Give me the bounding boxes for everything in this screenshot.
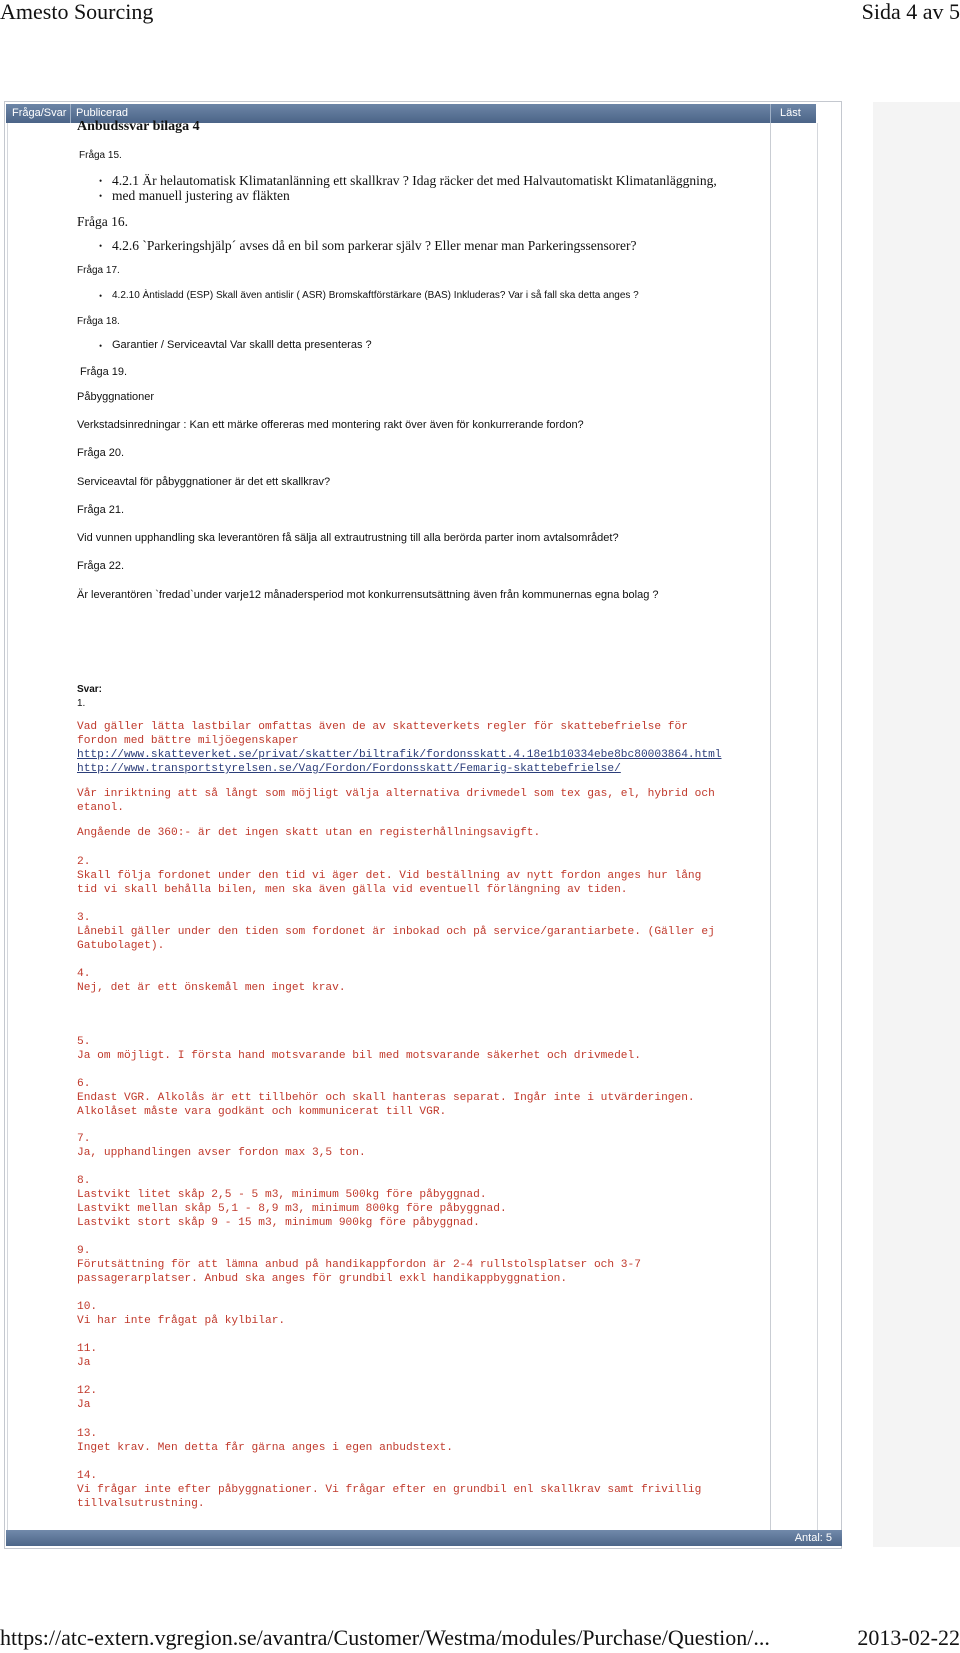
answer-text: Ja, upphandlingen avser fordon max 3,5 ton. xyxy=(77,1147,366,1159)
question-label: Fråga 21. xyxy=(77,504,125,516)
question-text: Serviceavtal för påbyggnationer är det ett skallkrav? xyxy=(77,476,331,488)
answer-text: Inget krav. Men detta får gärna anges i egen anbudstext. xyxy=(77,1442,453,1454)
answer-number: 14. xyxy=(77,1470,98,1482)
question-label: Fråga 22. xyxy=(77,560,125,572)
answer-text: Vår inriktning att så långt som möjligt välja alternativa drivmedel som tex gas, el, hybrid och xyxy=(77,788,715,800)
question-text: 4.2.6 `Parkeringshjälp´ avses då en bil som parkerar själv ? Eller menar man Parkeringssensorer? xyxy=(112,238,637,253)
question-text: 4.2.1 Är helautomatisk Klimatanlänning ett skallkrav ? Idag räcker det med Halvautomatiskt Klimatanläggning, xyxy=(112,173,717,188)
side-panel xyxy=(873,102,960,1547)
question-heading: Påbyggnationer xyxy=(77,391,155,403)
column-header-read[interactable]: Läst xyxy=(780,107,801,119)
answer-text: tillvalsutrustning. xyxy=(77,1498,205,1510)
answer-text: fordon med bättre miljöegenskaper xyxy=(77,735,299,747)
answer-text: Ja xyxy=(77,1357,91,1369)
print-footer xyxy=(0,1625,960,1653)
table-footer-bar xyxy=(6,1530,842,1546)
answer-number: 5. xyxy=(77,1036,91,1048)
answer-number: 12. xyxy=(77,1385,98,1397)
answer-text: Angående de 360:- är det ingen skatt utan en registerhållningsavigft. xyxy=(77,827,541,839)
answer-number: 7. xyxy=(77,1133,91,1145)
answer-text: Skall följa fordonet under den tid vi äger det. Vid beställning av nytt fordon anges hur lång xyxy=(77,870,702,882)
result-count: Antal: 5 xyxy=(794,1532,832,1544)
answer-number: 3. xyxy=(77,912,91,924)
answer-number: 4. xyxy=(77,968,91,980)
answer-text: Lastvikt litet skåp 2,5 - 5 m3, minimum 500kg före påbyggnad. xyxy=(77,1189,487,1201)
print-header-title: Amesto Sourcing xyxy=(0,0,154,24)
answer-text: Ja om möjligt. I första hand motsvarande bil med motsvarande säkerhet och drivmedel. xyxy=(77,1050,641,1062)
column-divider xyxy=(770,123,771,1530)
question-text: Är leverantören `fredad`under varje12 månadersperiod mot konkurrensutsättning även från kommunernas egna bolag ? xyxy=(77,589,659,601)
answer-text: passagerarplatser. Anbud ska anges för grundbil exkl handikappbyggnation. xyxy=(77,1273,568,1285)
answer-text: Alkolåset måste vara godkänt och kommunicerat till VGR. xyxy=(77,1106,447,1118)
answer-text: Lånebil gäller under den tiden som fordonet är inbokad och på service/garantiarbete. (Gäller ej xyxy=(77,926,715,938)
print-footer-date: 2013-02-22 xyxy=(857,1625,960,1650)
skatteverket-link[interactable]: http://www.skatteverket.se/privat/skatter/biltrafik/fordonsskatt.4.18e1b10334ebe8bc80003864.html xyxy=(77,749,722,761)
answer-text: Förutsättning för att lämna anbud på handikappfordon är 2-4 rullstolsplatser och 3-7 xyxy=(77,1259,641,1271)
column-header-published[interactable]: Publicerad xyxy=(76,107,128,119)
question-label: Fråga 16. xyxy=(77,214,128,229)
answer-text: Lastvikt stort skåp 9 - 15 m3, minimum 900kg före påbyggnad. xyxy=(77,1217,480,1229)
answer-number: 11. xyxy=(77,1343,98,1355)
print-footer-url: https://atc-extern.vgregion.se/avantra/Customer/Westma/modules/Purchase/Question/... xyxy=(0,1625,770,1650)
answer-label: Svar: xyxy=(77,684,103,695)
answer-text: Vi frågar inte efter påbyggnationer. Vi frågar efter en grundbil enl skallkrav samt frivillig xyxy=(77,1484,702,1496)
question-label: Fråga 17. xyxy=(77,265,120,276)
question-text: Verkstadsinredningar : Kan ett märke offereras med montering rakt över även för konkurrerande fordon? xyxy=(77,419,584,431)
answer-text: Vad gäller lätta lastbilar omfattas även de av skatteverkets regler för skattebefrielse för xyxy=(77,721,688,733)
question-label: Fråga 19. xyxy=(80,366,128,378)
answer-number: 8. xyxy=(77,1175,91,1187)
answer-number: 6. xyxy=(77,1078,91,1090)
answer-number: 1. xyxy=(77,698,86,709)
transportstyrelsen-link[interactable]: http://www.transportstyrelsen.se/Vag/Fordon/Fordonsskatt/Femarig-skattebefrielse/ xyxy=(77,763,621,775)
answer-number: 9. xyxy=(77,1245,91,1257)
column-header-question[interactable]: Fråga/Svar xyxy=(12,107,67,119)
question-label: Fråga 15. xyxy=(79,150,122,161)
question-text: 4.2.10 Àntisladd (ESP) Skall även antislir ( ASR) Bromskaftförstärkare (BAS) Inkluderas? Var i så fall ska detta anges ? xyxy=(112,290,639,301)
answer-text: Endast VGR. Alkolås är ett tillbehör och skall hanteras separat. Ingår inte i utvärderingen. xyxy=(77,1092,695,1104)
print-header-page-number: Sida 4 av 5 xyxy=(861,0,960,24)
question-text: Vid vunnen upphandling ska leverantören få sälja all extrautrustning till alla berörda parter inom avtalsområdet? xyxy=(77,532,619,544)
answer-text: Lastvikt mellan skåp 5,1 - 8,9 m3, minimum 800kg före påbyggnad. xyxy=(77,1203,507,1215)
question-title: Anbudssvar bilaga 4 xyxy=(77,119,200,134)
question-label: Fråga 18. xyxy=(77,316,120,327)
answer-text: Ja xyxy=(77,1399,91,1411)
answer-number: 2. xyxy=(77,856,91,868)
question-text: Garantier / Serviceavtal Var skalll detta presenteras ? xyxy=(112,339,372,351)
answer-text: Nej, det är ett önskemål men inget krav. xyxy=(77,982,346,994)
answer-text: tid vi skall behålla bilen, men ska även gälla vid eventuell förlängning av tiden. xyxy=(77,884,628,896)
answer-text: etanol. xyxy=(77,802,124,814)
question-label: Fråga 20. xyxy=(77,447,125,459)
answer-text: Gatubolaget). xyxy=(77,940,165,952)
question-text: med manuell justering av fläkten xyxy=(112,188,290,203)
answer-text: Vi har inte frågat på kylbilar. xyxy=(77,1315,286,1327)
answer-number: 10. xyxy=(77,1301,98,1313)
print-header xyxy=(0,0,960,26)
answer-number: 13. xyxy=(77,1428,98,1440)
